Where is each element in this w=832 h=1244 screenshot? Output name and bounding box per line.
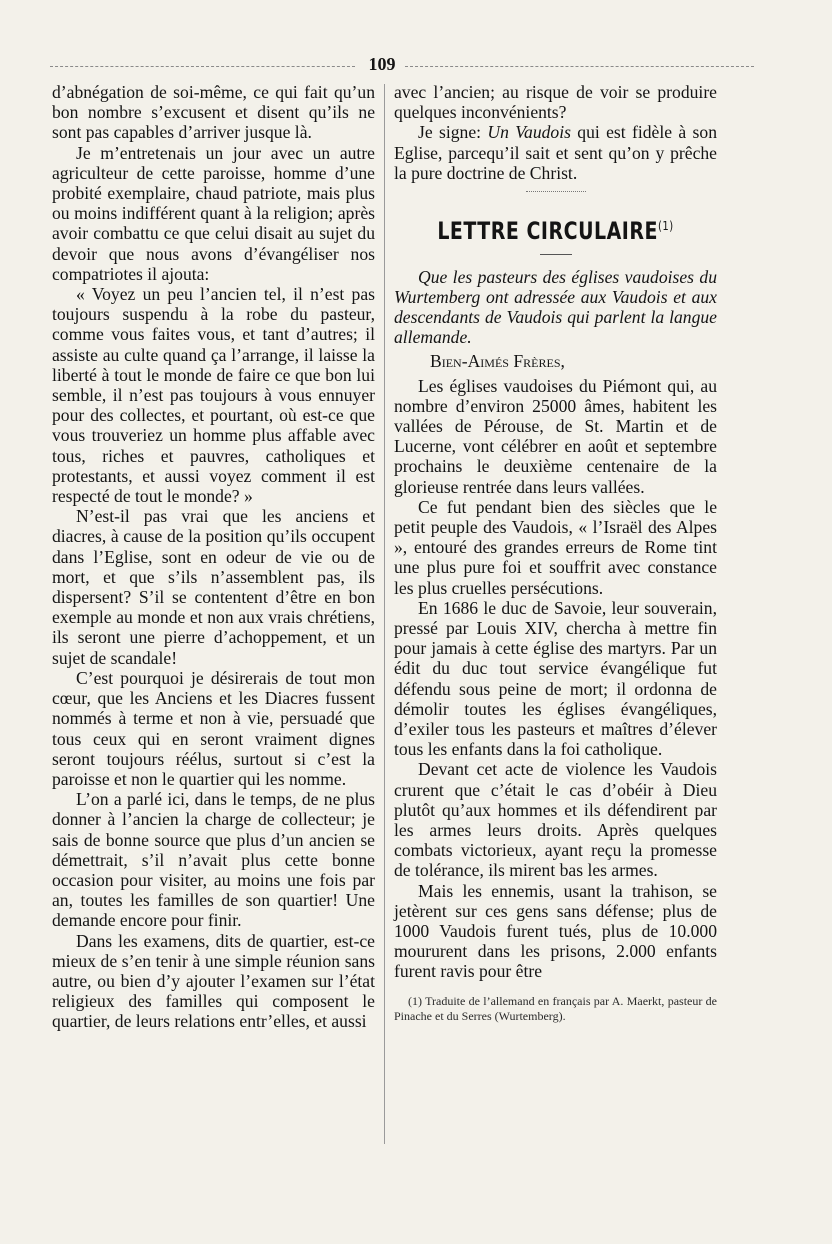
paragraph: N’est-il pas vrai que les anciens et diacres, à cause de la position qu’ils occupent dans l’Eglise, sont en odeur de vie ou de mort, et que s’ils n’assemblent pas, ils dispersent? S’il se contentent d’être en bon exemple au monde et non aux vrais chrétiens, ils seront une pierre d’achoppement, et un sujet de scandale! — [52, 506, 375, 668]
paragraph: d’abnégation de soi-même, ce qui fait qu’un bon nombre s’excusent et disent qu’ils ne sont pas capables d’arriver jusque là. — [52, 82, 375, 143]
signature-prefix: Je signe: — [418, 122, 488, 143]
paragraph: avec l’ancien; au risque de voir se produire quelques inconvénients? — [394, 82, 717, 123]
title-rule — [540, 254, 572, 255]
signature-name: Un Vaudois — [487, 122, 571, 143]
signature-line — [394, 122, 717, 183]
quotation-paragraph: « Voyez un peu l’ancien tel, il n’est pas toujours suspendu à la robe du pasteur, comme vous faites vous, et tant d’autres; il assiste au culte quand ça l’arrange, il laisse la liberté à tout le monde de faire ce que bon lui semble, il n’est pas toujours à vous ennuyer pour des collectes, et pourtant, où est-ce que vous trouveriez un homme plus affable avec tous, riches et pauvres, catholiques et protestants, et aussi voyez comment il est respecté de tout le monde? » — [52, 284, 375, 507]
paragraph: C’est pourquoi je désirerais de tout mon cœur, que les Anciens et les Diacres fussent nommés à terme et non à vie, persuadé que tous ceux qui en seront vraiment dignes seront toujours réélus, surtout si c’est la paroisse et non le quartier qui les nomme. — [52, 667, 375, 789]
paragraph: Ce fut pendant bien des siècles que le petit peuple des Vaudois, « l’Israël des Alpes », entouré des grandes erreurs de Rome tint une plus pure foi et souffrit avec constance les plus cruelles persécutions. — [394, 496, 717, 598]
article-title-text: LETTRE CIRCULAIRE — [437, 217, 658, 246]
paragraph: Dans les examens, dits de quartier, est-ce mieux de s’en tenir à une simple réunion sans autre, ou bien d’y ajouter l’examen sur l’état religieux des familles qui composent le quartier, de leurs relations entr’elles, et aussi — [52, 930, 375, 1032]
paragraph: Je m’entretenais un jour avec un autre agriculteur de cette paroisse, homme d’une probité exemplaire, chaud patriote, mais plus ou moins indifférent quant à la religion; après avoir combattu ce que celui disait au sujet du devoir que nous avons d’évangéliser nos compatriotes il ajouta: — [52, 142, 375, 284]
article-title-block — [394, 217, 717, 246]
paragraph: Les églises vaudoises du Piémont qui, au nombre d’environ 25000 âmes, habitent les vallées de Pérouse, de St. Martin et de Lucerne, vont célébrer en août et septembre prochains le deuxième centenaire de la glorieuse rentrée dans leurs vallées. — [394, 375, 717, 497]
paragraph: En 1686 le duc de Savoie, leur souverain, pressé par Louis XIV, chercha à mettre fin pour jamais à cette église des martyrs. Par un édit du duc tout service évangélique fut défendu sous peine de mort; il ordonna de démolir toutes les églises évangéliques, d’exiler tous les pasteurs et maîtres d’élever tous les enfants dans la foi catholique. — [394, 597, 717, 760]
signature-text: qui est fidèle à son Eglise, parcequ’il sait et sent qu’on y prêche la pure doctrine de Christ. — [394, 122, 717, 183]
footnote-marker: (1) — [658, 220, 674, 234]
page-number: 109 — [368, 54, 396, 74]
paragraph: Mais les ennemis, usant la trahison, se jetèrent sur ces gens sans défense; plus de 1000 Vaudois furent tués, plus de 10.000 moururent dans les prisons, 2.000 enfants furent ravis pour être — [394, 880, 717, 982]
left-column — [52, 82, 375, 1032]
paragraph: L’on a parlé ici, dans le temps, de ne plus donner à l’ancien la charge de collecteur; je sais de bonne source que plus d’un ancien se démettrait, s’il n’avait plus cette bonne occasion pour visiter, au moins une fois par an, toutes les familles de son quartier! Une demande encore pour finir. — [52, 789, 375, 931]
signature-rule — [526, 191, 586, 192]
header-rule-right — [405, 66, 754, 67]
article-subtitle: Que les pasteurs des églises vaudoises du Wurtemberg ont adressée aux Vaudois et aux descendants de Vaudois qui parlent la langue allemande. — [394, 266, 717, 348]
article-title — [437, 215, 673, 244]
column-divider — [384, 84, 385, 1144]
header-rule-left — [50, 66, 355, 67]
page-header — [50, 54, 754, 78]
right-column — [394, 82, 717, 1024]
paragraph: Devant cet acte de violence les Vaudois crurent que c’était le cas d’obéir à Dieu plutôt qu’aux hommes et ils défendirent par les armes leurs droits. Après quelques combats victorieux, ayant reçu la promesse de tolérance, ils mirent bas les armes. — [394, 759, 717, 881]
footnote: (1) Traduite de l’allemand en français par A. Maerkt, pasteur de Pinache et du Serres (Wurtemberg). — [394, 993, 717, 1023]
salutation: Bien-Aimés Frères, — [430, 351, 565, 372]
